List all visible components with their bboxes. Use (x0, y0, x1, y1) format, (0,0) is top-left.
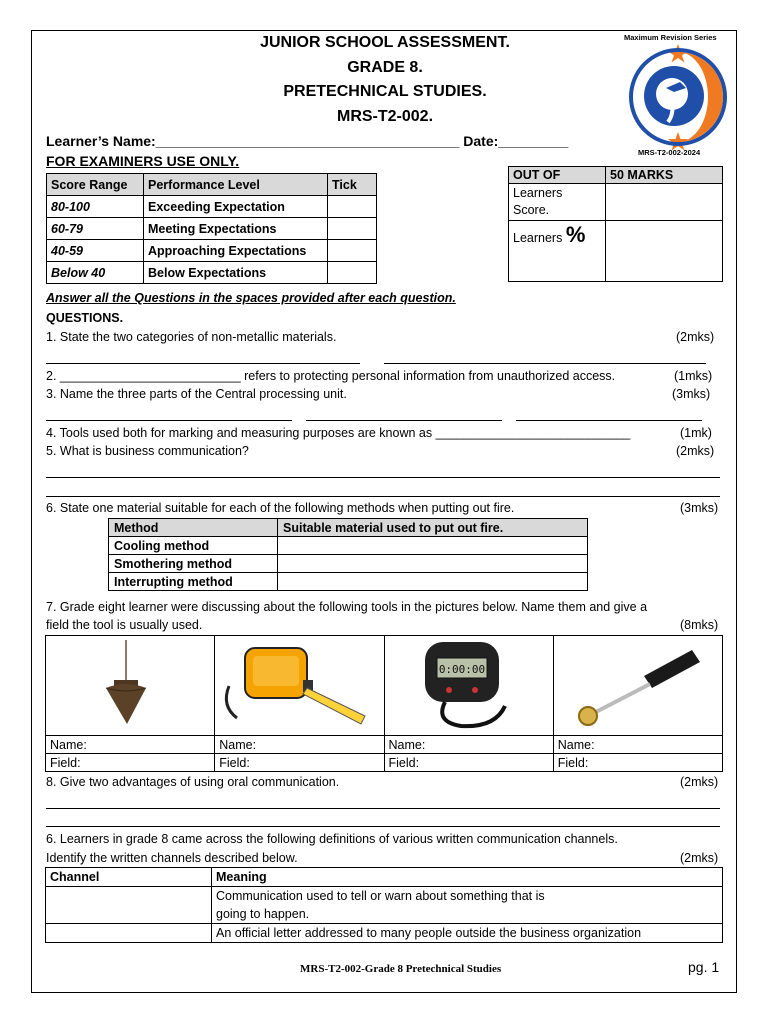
table-row (109, 555, 588, 573)
learners-score-field[interactable] (606, 184, 723, 221)
answer-line[interactable] (384, 363, 706, 364)
question-2-marks: (1mks) (674, 369, 713, 383)
question-channels-marks: (2mks) (680, 851, 719, 865)
tool-name-label: Name: (46, 736, 215, 754)
method-name: Interrupting method (109, 573, 278, 591)
channels-table (45, 867, 723, 943)
col-header-material: Suitable material used to put out fire. (278, 519, 588, 537)
material-answer-cell[interactable] (278, 573, 588, 591)
answer-line[interactable] (46, 496, 720, 497)
tool-name-label: Name: (384, 736, 553, 754)
tool-field-label: Field: (215, 754, 384, 772)
fire-methods-table (108, 518, 588, 591)
channel-meaning (212, 887, 723, 924)
tick-cell[interactable] (328, 262, 377, 284)
col-header-method: Method (109, 519, 278, 537)
table-row (47, 218, 377, 240)
table-row (47, 196, 377, 218)
tool-name-label: Name: (553, 736, 722, 754)
school-logo (616, 30, 740, 158)
footer-text: MRS-T2-002-Grade 8 Pretechnical Studies (300, 963, 502, 975)
question-3-marks: (3mks) (672, 387, 711, 401)
out-of-label: OUT OF (509, 167, 606, 184)
question-7-line2: field the tool is usually used. (46, 618, 203, 632)
answer-line[interactable] (46, 477, 720, 478)
table-row (47, 240, 377, 262)
col-header-score-range: Score Range (47, 174, 144, 196)
material-answer-cell[interactable] (278, 537, 588, 555)
tool-field-label: Field: (553, 754, 722, 772)
questions-heading: QUESTIONS. (46, 311, 124, 325)
score-range: Below 40 (47, 262, 144, 284)
question-8: 8. Give two advantages of using oral communication. (46, 775, 340, 789)
tool-image-cell (553, 636, 722, 736)
question-1: 1. State the two categories of non-metallic materials. (46, 330, 337, 344)
answer-line[interactable] (46, 420, 292, 421)
table-row (46, 924, 723, 943)
instructions: Answer all the Questions in the spaces provided after each question. (46, 291, 456, 305)
tool-name-label: Name: (215, 736, 384, 754)
exam-title: JUNIOR SCHOOL ASSESSMENT. (260, 34, 510, 51)
material-answer-cell[interactable] (278, 555, 588, 573)
answer-line[interactable] (46, 826, 720, 827)
tool-image-cell (384, 636, 553, 736)
answer-line[interactable] (306, 420, 502, 421)
question-7-line1: 7. Grade eight learner were discussing about the following tools in the pictures below. Name them and give a (46, 600, 648, 614)
question-6: 6. State one material suitable for each of the following methods when putting out fire. (46, 501, 515, 515)
col-header-channel: Channel (46, 868, 212, 887)
page-number: pg. 1 (688, 959, 720, 975)
performance-level: Below Expectations (144, 262, 328, 284)
question-channels-line1: 6. Learners in grade 8 came across the following definitions of various written communication channels. (46, 832, 618, 846)
question-5-marks: (2mks) (676, 444, 715, 458)
question-2: 2. __________________________ refers to protecting personal information from unauthorized access. (46, 369, 616, 383)
score-range: 60-79 (47, 218, 144, 240)
subject-title: PRETECHNICAL STUDIES. (283, 83, 487, 100)
tick-cell[interactable] (328, 240, 377, 262)
channel-answer-cell[interactable] (46, 924, 212, 943)
answer-line[interactable] (46, 808, 720, 809)
question-4-marks: (1mk) (680, 426, 712, 440)
percent-sign: % (565, 222, 586, 247)
channel-meaning: An official letter addressed to many people outside the business organization (212, 924, 723, 943)
table-row (46, 887, 723, 924)
learners-percent-text: Learners (513, 231, 563, 245)
performance-level: Exceeding Expectation (144, 196, 328, 218)
tool-image-cell (46, 636, 215, 736)
tick-cell[interactable] (328, 196, 377, 218)
examiners-label: FOR EXAMINERS USE ONLY. (46, 153, 240, 169)
col-header-tick: Tick (328, 174, 377, 196)
total-marks-label: 50 MARKS (606, 167, 723, 184)
tool-image-cell (215, 636, 384, 736)
question-7-marks: (8mks) (680, 618, 719, 632)
svg-text:0:00:00: 0:00:00 (438, 663, 485, 676)
logo-series-text: Maximum Revision Series (624, 33, 717, 42)
question-channels-line2: Identify the written channels described below. (46, 851, 298, 865)
score-range: 80-100 (47, 196, 144, 218)
question-4: 4. Tools used both for marking and measuring purposes are known as ____________________________ (46, 426, 631, 440)
table-row (109, 537, 588, 555)
paper-code: MRS-T2-002. (336, 108, 434, 125)
performance-level: Meeting Expectations (144, 218, 328, 240)
tools-table (45, 635, 723, 772)
method-name: Smothering method (109, 555, 278, 573)
stopwatch-icon (385, 636, 553, 732)
table-row (109, 573, 588, 591)
plumb-bob-icon (46, 636, 216, 732)
tool-field-label: Field: (384, 754, 553, 772)
learner-name-date-line[interactable]: Learner’s Name:_______________________________________ Date:_________ (46, 133, 569, 149)
tool-field-label: Field: (46, 754, 215, 772)
learners-score-label: Learners Score. (509, 184, 606, 221)
tracing-wheel-icon (554, 636, 722, 732)
question-3: 3. Name the three parts of the Central processing unit. (46, 387, 347, 401)
col-header-performance-level: Performance Level (144, 174, 328, 196)
question-1-marks: (2mks) (676, 330, 715, 344)
measuring-tape-icon (215, 636, 383, 732)
question-8-marks: (2mks) (680, 775, 719, 789)
answer-line[interactable] (516, 420, 702, 421)
method-name: Cooling method (109, 537, 278, 555)
score-range: 40-59 (47, 240, 144, 262)
learners-percent-label (509, 221, 606, 282)
tick-cell[interactable] (328, 218, 377, 240)
marks-table (508, 166, 723, 282)
performance-level: Approaching Expectations (144, 240, 328, 262)
performance-table (46, 173, 377, 284)
answer-line[interactable] (46, 363, 360, 364)
logo-emblem-icon (616, 30, 740, 158)
question-6-marks: (3mks) (680, 501, 719, 515)
table-row (47, 262, 377, 284)
grade-title: GRADE 8. (347, 59, 423, 76)
logo-code-text: MRS-T2-002-2024 (638, 148, 701, 157)
meaning-line: Communication used to tell or warn about something that is (216, 889, 545, 903)
channel-answer-cell[interactable] (46, 887, 212, 924)
learners-percent-field[interactable] (606, 221, 723, 282)
col-header-meaning: Meaning (212, 868, 723, 887)
question-5: 5. What is business communication? (46, 444, 249, 458)
meaning-line: going to happen. (216, 907, 310, 921)
